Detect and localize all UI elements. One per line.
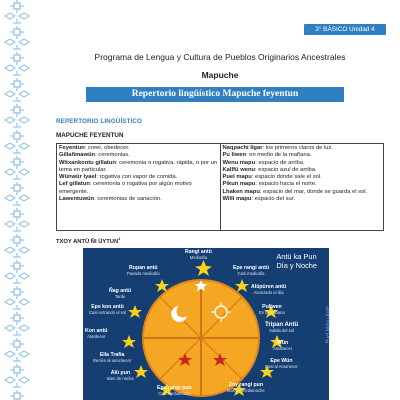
lexicon-entry: Lef gillatun: ceremonia o rogativa por algún motivo emergente. (59, 181, 192, 195)
time-label: Ñag antü Tarde (109, 288, 132, 299)
decorative-border (0, 0, 34, 400)
lexicon-entry: Puel mapu: espacio donde sale el sol. (222, 174, 322, 181)
time-label: Rangi antü Mediodía (185, 249, 212, 260)
section-subheading: MAPUCHE FEYENTUN (56, 132, 124, 139)
time-label: Rupan antü Pasado mediodía (127, 265, 160, 276)
day-night-illustration (83, 248, 329, 400)
time-label: Epe rangi antü Casi mediodía (233, 265, 270, 276)
lexicon-entry: Willi mapu: espacio del sur. (222, 196, 295, 203)
lexicon-entry: Lawentuwün: ceremonias de sanación. (59, 196, 162, 203)
lexicon-entry: Wünwür lyael: rogativa con vapor de comida. (59, 174, 178, 181)
lexicon-entry: Naqpachi ligar: los primeros claros de luz. (222, 145, 334, 151)
time-label: Kon antü Atardecer (85, 328, 108, 339)
time-label: Epe rangi pun Casi medianoche (157, 385, 192, 396)
lexicon-entry: Gillañmawün: ceremonias. (59, 152, 130, 159)
section-heading: REPERTORIO LINGÜÍSTICO (56, 118, 143, 125)
lexicon-entry: Pikun mapu: espacio hacia el norte. (222, 181, 317, 188)
time-label: Ella Trafia Recién al anochecer (93, 352, 132, 363)
time-label: Tripan Antü Salida del sol (265, 322, 299, 333)
lexicon-entry: Pu liwen: en medio de la mañana. (222, 152, 312, 159)
lexicon-entry: Feyentun: creer, obedecer. (59, 145, 130, 151)
people-name: Mapuche (201, 70, 239, 80)
grade-badge: 3° BÁSICO Unidad 4 (304, 24, 386, 35)
time-label: Wün Amanecer (273, 340, 293, 351)
time-label: Epe Wün Casi al Amanecer (265, 358, 298, 369)
time-label: Puliwen En la mañana (259, 304, 285, 315)
lexicon-table (56, 143, 384, 231)
time-label: Zoy rangi pun Más de medianoche (227, 382, 265, 393)
lexicon-left-column (57, 144, 221, 231)
lexicon-entry: Wenu mapu: espacio de arriba. (222, 159, 305, 166)
lexicon-right-column (220, 144, 384, 231)
illustration-title: Antü ka Pun Día y Noche (276, 252, 317, 270)
figure-caption: TXOY ANTÜ ÑI ÜYTUN$^1$ (56, 236, 121, 245)
lexicon-entry: Kallfü wenu: espacio azul de arriba. (222, 166, 317, 173)
section-title-bar: Repertorio lingüístico Mapuche feyentun (86, 87, 344, 102)
vertical-label: Puel Mapu Anté (325, 306, 331, 344)
time-label: Epe kon antü Casi entrando el sol (89, 304, 127, 315)
lexicon-entry: Lhaken mapu: espacio del mar, donde se guarda el sol. (222, 188, 368, 195)
program-title: Programa de Lengua y Cultura de Pueblos Originarios Ancestrales (94, 52, 346, 62)
time-label: Alüpüren antü Avanzado el día (251, 284, 287, 295)
lexicon-entry: Witxankontu gillatun: ceremonia o rogativa. rápida, o por un tema en particular. (59, 159, 218, 173)
time-label: Alü pun Bien de noche (107, 370, 134, 381)
